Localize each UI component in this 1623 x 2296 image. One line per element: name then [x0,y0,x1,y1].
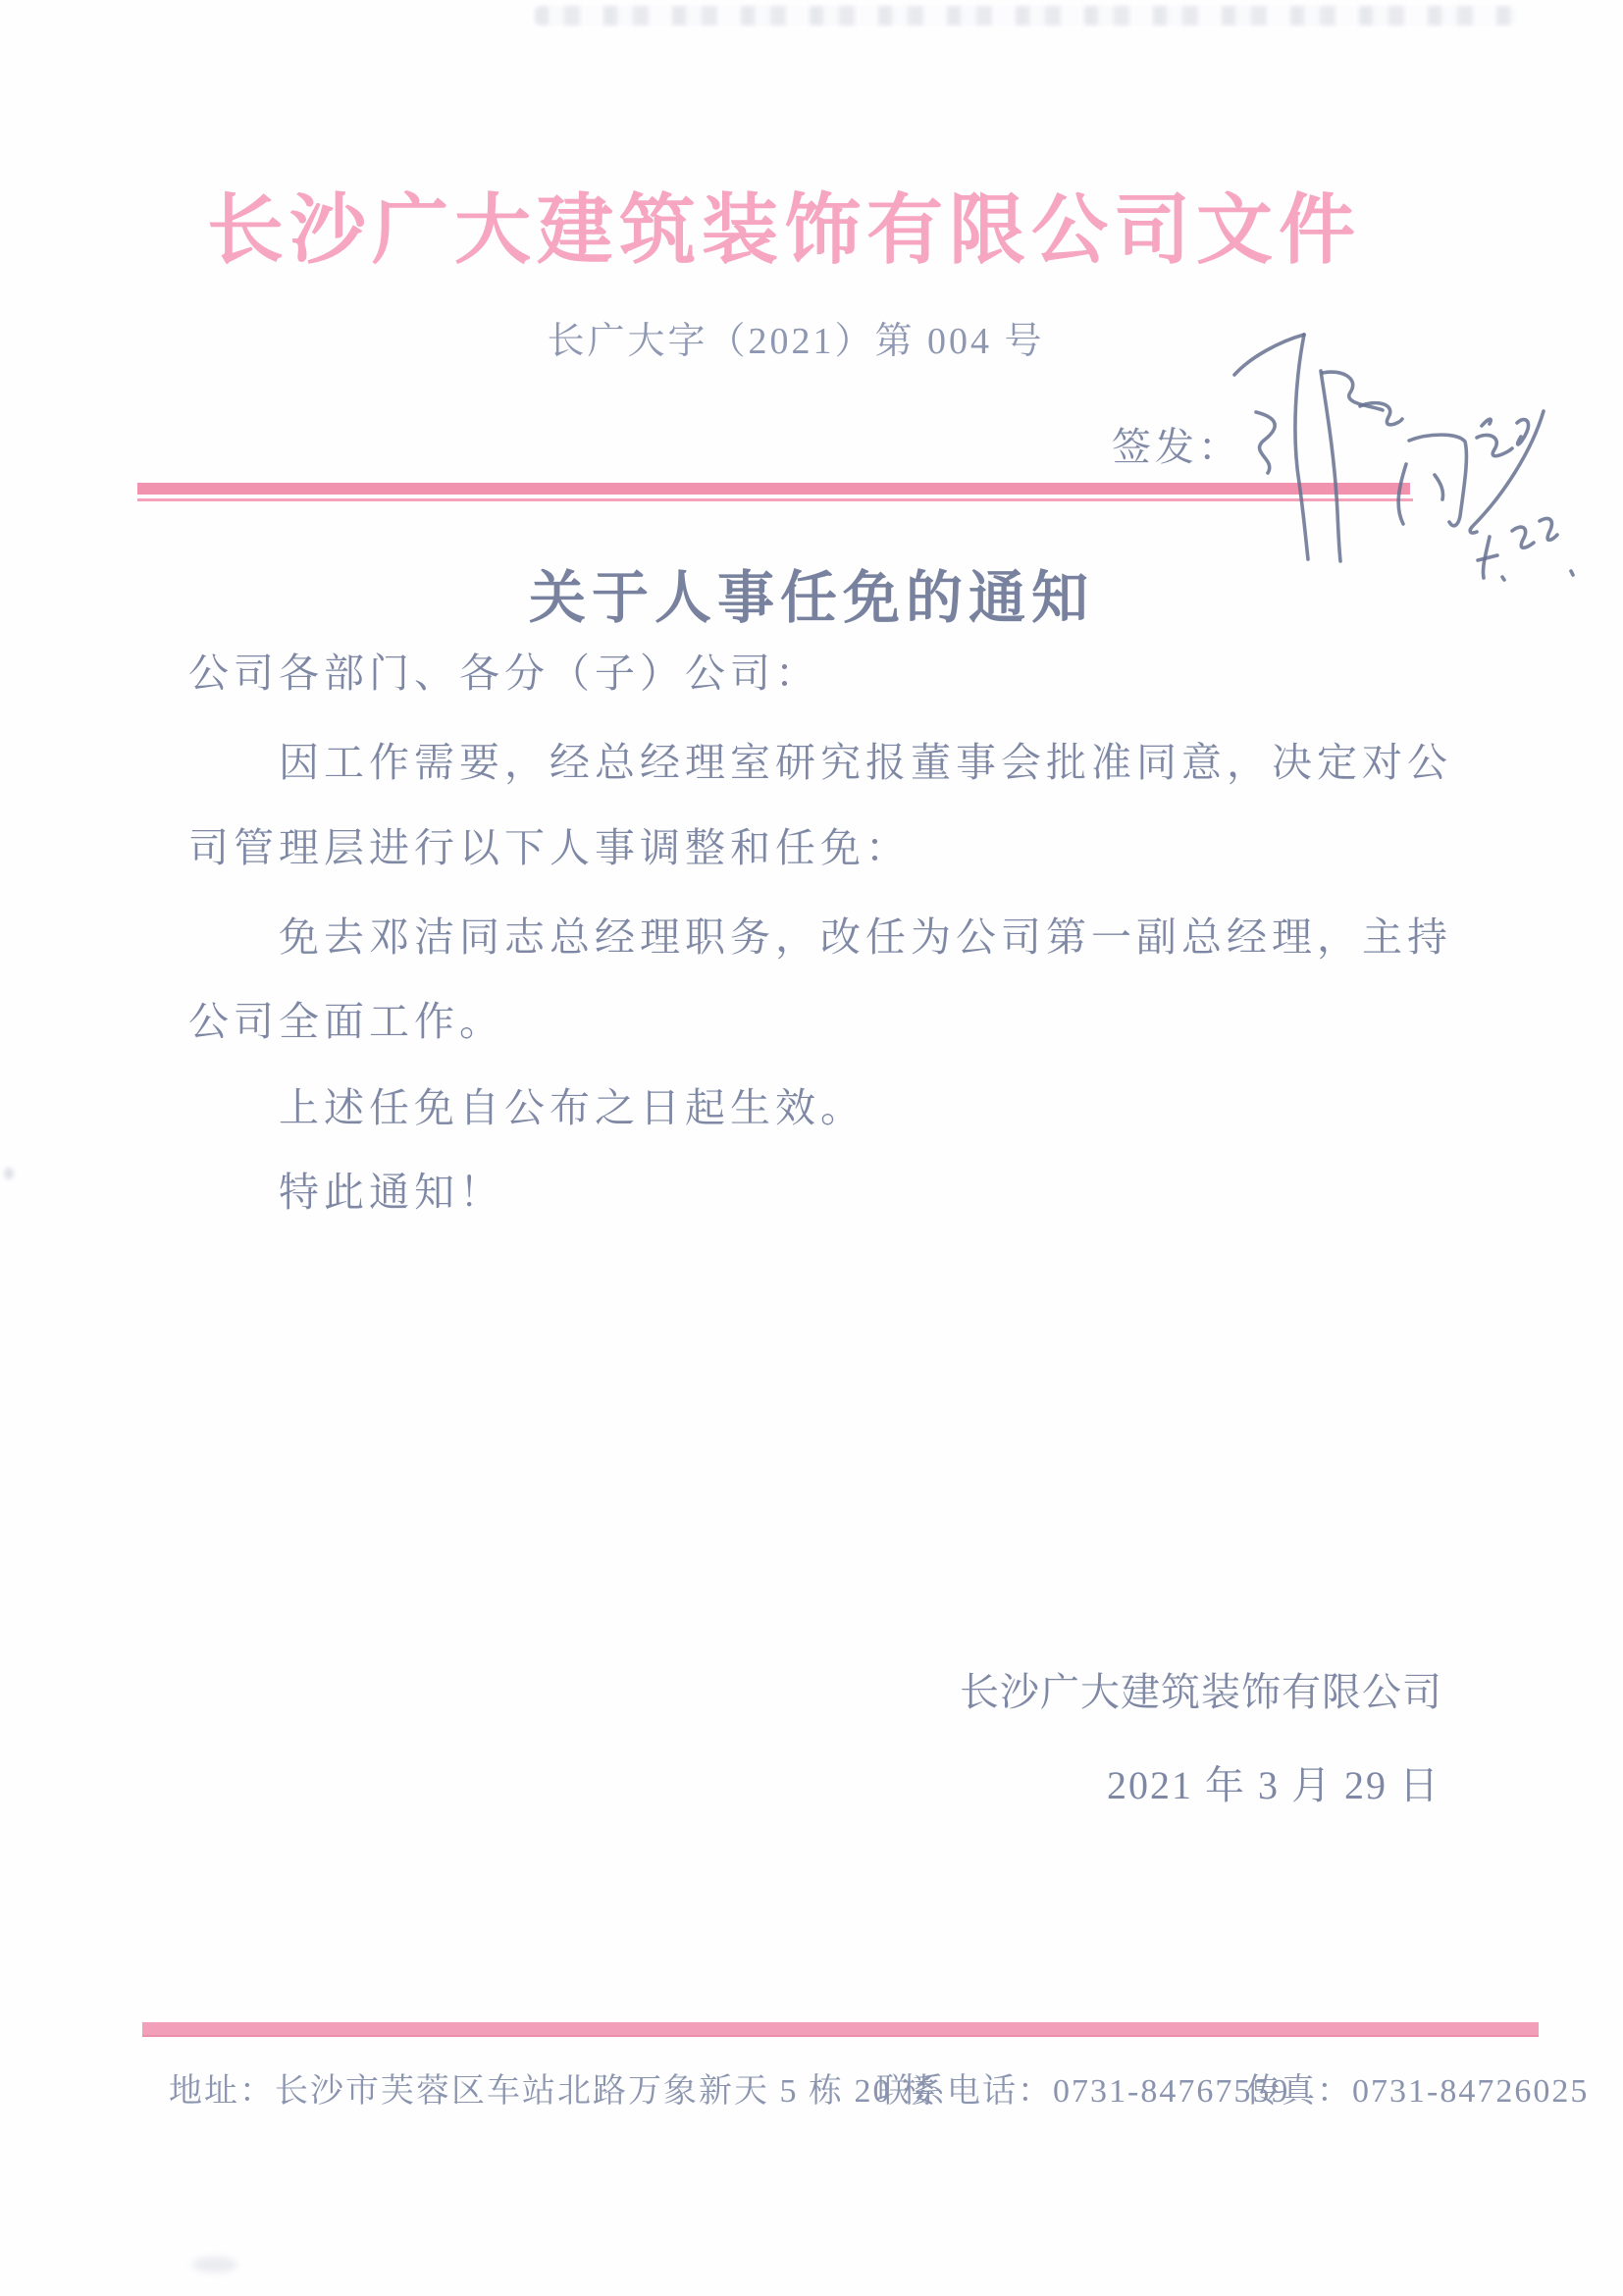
letterhead-org-title: 长沙广大建筑装饰有限公司文件 [206,187,1361,273]
footer-phone: 联系电话：0731-84767559 [876,2073,1290,2110]
footer-rule [142,2022,1539,2037]
issuer-label: 签发： [1112,425,1241,469]
body-line: 上述任免自公布之日起生效。 [279,1085,865,1130]
body-line-notice-close: 特此通知！ [279,1170,504,1215]
body-line: 因工作需要，经总经理室研究报董事会批准同意，决定对公 [279,740,1452,785]
notice-title: 关于人事任免的通知 [528,566,1094,630]
footer-fax: 传真：0731-84726025 [1246,2073,1590,2110]
scan-dot-artifact [4,1168,14,1179]
document-number: 长广大字（2021）第 004 号 [547,321,1045,362]
closing-date: 2021 年 3 月 29 日 [1107,1763,1440,1807]
body-line: 公司全面工作。 [188,999,504,1044]
body-line: 司管理层进行以下人事调整和任免： [188,825,911,870]
closing-company-name: 长沙广大建筑装饰有限公司 [960,1670,1442,1714]
body-line: 免去邓洁同志总经理职务，改任为公司第一副总经理，主持 [279,914,1452,960]
footer-address: 地址：长沙市芙蓉区车站北路万象新天 5 栋 20 楼 [169,2073,937,2110]
scan-smudge-artifact [192,2257,237,2272]
scan-noise-artifact [535,6,1516,26]
body-line-salutation: 公司各部门、各分（子）公司： [188,651,820,696]
